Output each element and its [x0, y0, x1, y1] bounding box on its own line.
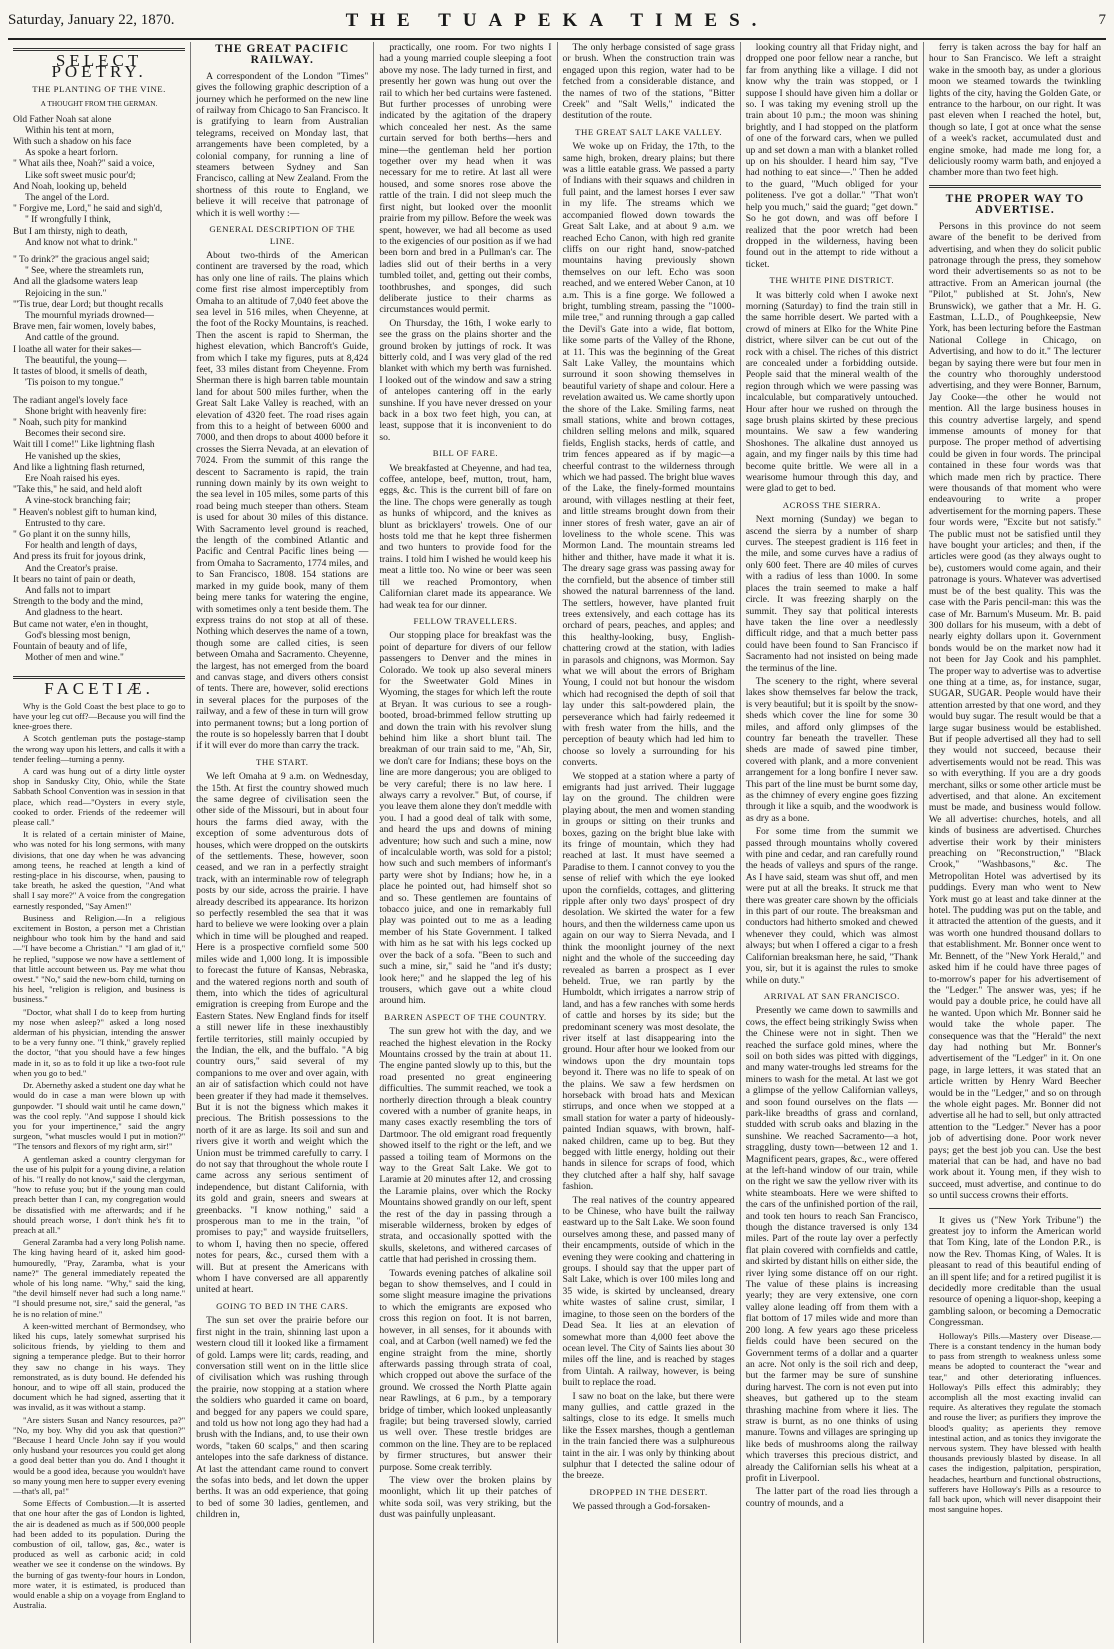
- article-section: [746, 42, 918, 270]
- poem-stanza-2: [13, 255, 185, 395]
- article-intro: [196, 71, 368, 219]
- paragraph: "Doctor, what shall I do to keep from hurting my nose when asleep?" asked a long nosed alderman of his physician, intending the answer to be a very funny one. "I think," gravely replied the doctor, "that you should have a few hinges made in it, so as to fold it up like a two-foot rule when you go to bed.": [13, 1006, 186, 1078]
- paragraph: On Thursday, the 16th, I woke early to see the grass on the plains shorter and the ground broken by juttings of rock. It was bitterly cold, and I was very glad of the red blanket with which my berth was furnished. I looked out of the window and saw a string of antelopes cantering off in the early sunshine. If you have never dressed on your back in a box two feet high, you can, at least, suppose that it is inconvenient to do so.: [379, 317, 552, 443]
- article-section: [563, 1501, 735, 1512]
- paragraph: The sun grew hot with the day, and we reached the highest elevation in the Rocky Mountains crossed by the train at about 11. The engine panted slowly up to this, but the road presented no great engineering difficulties. The summit reached, we took a northerly direction through a bleak country covered with a number of granite heaps, in many cases exactly resembling the tors of Dartmoor. The old emigrant road frequently showed itself to the right or the left, and we passed a toiling team of Mormons on the way to the Great Salt Lake. We got to Laramie at 20 minutes after 12, and crossing the Laramie plains, over which the Rocky Mountains showed grandly on our left, spent the rest of the day in passing through a miserable wilderness, broken by edges of strata, and occasionally spotted with the skulls, skeletons, and withered carcases of cattle that had perished in crossing them.: [379, 1026, 552, 1266]
- poem-line: God's blessing most benign,: [25, 630, 131, 641]
- subhead-general-description: GENERAL DESCRIPTION OF THE LINE.: [209, 224, 356, 246]
- poem-line: " What ails thee, Noah?" said a voice,: [13, 159, 155, 170]
- article-section: [929, 1215, 1101, 1329]
- pacific-railway-heading: THE GREAT PACIFIC RAILWAY.: [215, 43, 350, 67]
- select-poetry-heading: SELECT POETRY.: [13, 48, 185, 78]
- paragraph: Why is the Gold Coast the best place to go to have your leg cut off?—Because you will find the knee-groes there.: [13, 700, 186, 732]
- subhead-fellow-travellers: FELLOW TRAVELLERS.: [413, 615, 518, 626]
- subhead-the-start: THE START.: [256, 756, 309, 767]
- subhead-salt-lake-valley: THE GREAT SALT LAKE VALLEY.: [575, 126, 723, 137]
- poem-line: Old Father Noah sat alone: [13, 114, 112, 125]
- paragraph: The latter part of the road lies through a country of mounds, and a: [745, 1486, 918, 1509]
- paragraph: The scenery to the right, where several lakes show themselves far below the track, is very beautiful; but it is spoilt by the snow-sheds which cover the line for some 30 miles, and afford only glimpses of the country far beneath the traveller. These sheds are made of sawed pine timber, covered with plank, and a more convenient arrangement for a long bonfire I never saw. This part of the line must be burnt some day, as the chimney of every engine goes fizzing through it like a squib, and the woodwork is as dry as a bone.: [745, 675, 918, 824]
- holloway-advert: [929, 1331, 1101, 1515]
- newspaper-title: THE TUAPEKA TIMES.: [345, 10, 769, 31]
- poem-line: Like soft sweet music pour'd;: [25, 170, 136, 181]
- poem-line: And like a lightning flash returned,: [13, 462, 145, 473]
- paragraph: A correspondent of the London "Times" gives the following graphic description of a journey which he performed on the new line of railway from Chicago to San Francisco. It is gratifying to learn from Australian telegrams, received on Monday last, that arrangements have been completed, by a colonial company, for running a line of steamers between Sydney and San Francisco, calling at New Zealand. From the shortness of this route to England, we believe it will receive that patronage of which it is well worthy :—: [196, 70, 369, 219]
- advertise-heading: THE PROPER WAY TO ADVERTISE.: [945, 192, 1085, 217]
- article-section: [563, 141, 735, 1482]
- subhead-dropped-in-desert: DROPPED IN THE DESERT.: [589, 1486, 708, 1497]
- paragraph: General Zaramba had a very long Polish name. The king having heard of it, asked him good-humouredly, "Pray, Zaramba, what is your name?" The general immediately repeated the whole of his long name. "Why," said the king, "the devil himself never had such a long name." "I should presume not, sire," said the general, "as he is no relation of mine.": [13, 1237, 186, 1319]
- paragraph: Some Effects of Combustion.—It is asserted that one hour after the gas of London is lighted, the air is deadened as much as if 500,000 people had been added to its population. During the combustion of oil, tallow, gas, &c., water is produced as well as carbonic acid; in cold weather we see it condense on the windows. By the burning of gas twenty-four hours in London, more water, it is estimated, is produced than would enable a ship on a voyage from England to Australia.: [13, 1498, 186, 1611]
- poem-line: "'Tis true, dear Lord; but thought recalls: [13, 299, 164, 310]
- subhead-going-to-bed: GOING TO BED IN THE CARS.: [216, 1300, 349, 1311]
- poem-line: " Forgive me, Lord," he said and sigh'd,: [13, 204, 163, 215]
- paragraph: A gentleman asked a country clergyman for the use of his pulpit for a young divine, a relation of his. "I really do not know," said the clergyman, "how to refuse you; but if the young man could preach better than I can, my congregation would be dissatisfied with me afterwards; and if he should preach worse, I don't think he's fit to preach at all.": [13, 1153, 186, 1235]
- masthead: [8, 6, 1106, 40]
- poem-stanza-3: [13, 396, 185, 671]
- paragraph: It was bitterly cold when I awoke next morning (Saturday) to find the train still in the same horrible desert. We parted with a crowd of miners at Elko for the White Pine district, where silver can be cut out of the rock with a chisel. The riches of this district are concealed under a forbidding outside. People said that the mineral wealth of the region through which we were passing was incalculable, but comparatively untouched. Hour after hour we rushed on through the sage brush plains skirted by these precious mountains. We saw a few wandering Shoshones. The alkaline dust annoyed us again, and my finger nails by this time had become quite brittle. We were all in a wearisome humour through this day, and were glad to get to bed.: [745, 289, 918, 495]
- poem-line: Entrusted to thy care.: [25, 518, 106, 529]
- poem-line: Brave men, fair women, lovely babes,: [13, 322, 156, 333]
- poem-stanza-1: [13, 115, 185, 255]
- paragraph: Dr. Abernethy asked a student one day what he would do in case a man were blown up with gunpowder. "I should wait until he came down," was the cool reply. "And suppose I should kick you for your impertinence," said the angry surgeon, "what muscles would I put in motion?" "The tensors and flexors of my right arm, sir!": [13, 1080, 186, 1152]
- poem-line: Within his tent at morn,: [25, 125, 114, 136]
- poem-line: He vanished up the skies,: [25, 451, 121, 462]
- poem-line: Strength to the body and the mind,: [13, 597, 143, 608]
- facetiae-body: [13, 701, 185, 1611]
- poem-title: THE PLANTING OF THE VINE.: [32, 83, 166, 94]
- paragraph: We left Omaha at 9 a.m. on Wednesday, the 15th. At first the country showed much the same degree of civilisation seen the other side of the Missouri, but in about four hours the farms died away, with the exception of some adventurous dots of houses, which were dropped on the outskirts of the settlements. These, however, soon ceased, and we ran in a perfectly straight track, with an interminable row of telegraph posts by our side, across the prairie. I have already described its appearance. Its horizon so perfectly resembled the sea that it was hard to believe we were looking over a plain which in time will be ploughed and reaped. Here is a prospective cornfield some 500 miles wide and 1,000 long. It is impossible to forecast the future of Kansas, Nebraska, and the watered regions north and south of them, into which the tides of agricultural emigration is creeping from Europe and the Eastern States. New England finds for itself a still newer life in these inexhaustibly fertile territories, still mainly occupied by the Indian, the elk, and the buffalo. "A big country ours," said several of my companions to me over and over again, with an air of satisfaction which could not have been greater if they had made it themselves. But it is not the bigness which makes it precious. The British possessions to the north of it are as large. Its soil and sun and rivers give it worth and weight which the Union must be trimmed carefully to carry. I do not say that throughout the whole route I came across any serious sentiment of independence, but distant California, with its gold and grain, sneers and swears at greenbacks. "I know nothing," said a prosperous man to me in the train, "of promises to pay;" and wayside fruitsellers, to whom I, having then no specie, offered notes for pears, &c., cursed them with a will. But at present the Americans with whom I have conversed are all apparently united at heart.: [196, 771, 369, 1296]
- poem-line: Becomes their second sire.: [25, 429, 126, 440]
- paragraph: We woke up on Friday, the 17th, to the same high, broken, dreary plains; but there was a little eatable grass. We passed a party of Indians with their squaws and children in full paint, and the lamest horses I ever saw in my life. The streams which we accompanied flowed down towards the Great Salt Lake, and at about 9 a.m. we reached Echo Canon, with high red granite cliffs on our right hand, snow-patched mountains having previously shown themselves on our left. Echo was soon reached, and we entered Weber Canon, at 10 a.m. This is a fine gorge. We followed a bright, tumbling stream, passing the "1000-mile tree," and running through a gap called the Devil's Gate into a wide, flat bottom, like some parts of the Valley of the Rhone, at 11. This was the beginning of the Great Salt Lake Valley, the mountains which surround it soon showing themselves in beautiful variety of shape and colour. Here a revelation awaited us. We came shortly upon the shore of the Lake. Smiling farms, neat small stations, white and brown cottages, children selling melons and milk, squared fields, English stacks, herds of cattle, and trim fences appeared as if by magic—a cheerful contrast to the wilderness through which we had passed. The bright blue waves of the Lake, the finely-formed mountains around, with villages nestling at their feet, and little streams brought down from their inner stores of fresh water, gave an air of loveliness to the whole scene. This was Mormon Land. The mountain streams led hither and thither, have made it what it is. The dreary sage grass was passing away for the cornfield, but the absence of timber still showed the natural barrenness of the land. The settlers, however, have planted fruit trees extensively, and each cottage has its orchard of pears, peaches, and apples; and this healthy-looking, busy, English-chattering crowd at the station, with ladies in parasols and chignons, was Mormon. Say what we will about the errors of Brigham Young, I could not but honour the wisdom which had recognised the depth of soil that lay under this salt-powdered plain, the perseverance which had fairly redeemed it with fresh water from the hills, and the perception of beauty which had led him to choose so lovely a surrounding for his converts.: [562, 141, 735, 769]
- poem-line: And gladness to the heart.: [25, 608, 123, 619]
- poem-line: And the Creator's praise.: [25, 563, 118, 574]
- paragraph: The sun set over the prairie before our first night in the train, shinning last upon a western cloud till it looked like a firmament of gold. Lamps were lit; cards, reading, and conversation still went on in the little slice of civilisation which was rushing through the prairie, now stopping at a station where the soldiers who guarded it came on board, and begged for any papers we could spare, and told us how not long ago they had had a brush with the Indians, and, to use their own words, "taken 60 scalps," and then scaring antelopes into the safe darkness of distance. At last the attendant came round to convert the sofas into beds, and let down the upper berths. It was an odd experience, that going to bed of some 30 ladies, gentlemen, and children in,: [196, 1315, 369, 1521]
- paragraph: A card was hung out of a dirty little oyster shop in Sandusky City, Ohio, while the State Sabbath School Convention was in session in that place, which read—"Oysters in every style, cooked to order. Friends of the redeemer will please call.": [13, 766, 186, 828]
- issue-date: Saturday, January 22, 1870.: [8, 12, 175, 28]
- poem-line: For health and length of days,: [25, 541, 137, 552]
- article-section: [563, 42, 735, 122]
- columns: [8, 42, 1106, 1643]
- paragraph: It is related of a certain minister of Maine, who was noted for his long sermons, with many divisions, that one day when he was advancing among teens, he reached at length a kind of resting-place in his discourse, when, pausing to take breath, he asked the question, "And what shall I say more?" A voice from the congregation earnestly responded, "Say Amen!": [13, 829, 186, 911]
- paragraph: practically, one room. For two nights I had a young married couple sleeping a foot above my nose. The lady turned in first, and presently her gown was hung out over the rail to which her bed curtains were fastened. But further processes of unrobing were indicated by the agitation of the drapery which concealed her nest. As the same curtain served for both berths—hers and mine—the gentleman held her portion together over my head when it was necessary for me to retire. At last all were housed, and some snores rose above the rattle of the train. I did not sleep much the first night, but looked over the moonlit prairie from my pillow. Before the week was spent, however, we had all become as used to the exigencies of our position as if we had been born and bred in a Pullman's car. The ladies slid out of their berths in a very tumbled toilet, and, getting out their combs, toothbrushes, and sponges, did such deliberate justice to their charms as circumstances would permit.: [379, 42, 552, 316]
- paragraph: About two-thirds of the American continent are traversed by the road, which has only one line of rails. The plains which come first rise almost imperceptibly from Omaha to an altitude of 7,040 feet above the sea level in 516 miles, when Cheyenne, at the foot of the Rocky Mountains, is reached. Then the ascent is rapid to Sherman, the highest elevation, which Bancroft's Guide, from which I take my figures, puts at 8,424 feet, 33 miles distant from Cheyenne. From Sherman there is high barren table mountain land for about 500 miles further, when the Great Salt Lake Valley is reached, with an elevation of 4320 feet. The road rises again from this to a height of between 6000 and 7000, and then drops to about 4000 before it crosses the Sierra Nevada, at an elevation of 7024. From the summit of this range the descent to Sacramento is rapid, the train running down mainly by its own weight to the sea level in 105 miles, some parts of this road being much steeper than others. Steam is used for about 30 miles of this distance. With Sacramento level ground is reached, the length of the combined Atlantic and Pacific and Central Pacific lines being —from Omaha to Sacramento, 1774 miles, and to San Francisco, 1808. 154 stations are marked in my guide book, many of them being mere tanks for watering the engine, with sometimes only a tent beside them. The express trains do not stop at all of these. Nothing which deserves the name of a town, though some are called cities, is seen between Omaha and Sacramento. Cheyenne, the largest, has not emerged from the board and canvas stage, and divers others consist of tents. There are, however, solid erections in several places for the purposes of the railway, and a few of these in turn will grow into permanent towns; but a long portion of the route is so hopelessly barren that I doubt if it will ever do more than carry the track.: [196, 249, 369, 752]
- poem-line: " If wrongfully I think,: [25, 215, 111, 226]
- poem-line: Mother of men and wine.": [25, 653, 124, 664]
- poem-line: The mournful myriads drowned—: [25, 311, 154, 322]
- article-section: [196, 771, 368, 1296]
- poem-line: I loathe all water for their sakes—: [13, 344, 142, 355]
- poem-line: And all the gladsome waters leap: [13, 277, 138, 288]
- paragraph: We passed through a God-forsaken-: [572, 1501, 711, 1513]
- paragraph: Holloway's Pills.—Mastery over Disease.—There is a constant tendency in the human body to pass from strength to weakness unless some means be adopted to counteract the "wear and tear," and other deteriorating influences. Holloway's Pills effect this admirably; they accomplish all the most exacting invalid can require. As alteratives they regulate the stomach and rouse the liver; as purifiers they improve the blood's quality; as aperients they remove intestinal action, and as tonics they invigorate the nervous system. They have blessed with health thousands previously blasted by disease. In all cases the indigestion, palpitation, perspiration, headaches, heartburn and functional obstructions, sufferers have Holloway's Pills as a resource to fall back upon, which will never disappoint their most sanguine hopes.: [928, 1330, 1102, 1515]
- page-number: 7: [1098, 12, 1106, 28]
- poem-subtitle: A THOUGHT FROM THE GERMAN.: [40, 99, 158, 109]
- poem-line: The radiant angel's lovely face: [13, 395, 128, 406]
- article-section: [379, 463, 551, 611]
- poem-line: The angel of the Lord.: [25, 193, 110, 204]
- paragraph: looking country all that Friday night, and dropped one poor fellow near a ranche, but far from anything like a village. I did not know why the train was stopped, or I suppose I should have given him a dollar or so. I was taking my evening stroll up the train about 10 p.m.; the moon was shining brightly, and I had stopped on the platform of one of the forward cars, when we pulled up and set down a man with a blanket rolled up on his shoulder. I heard him say, "I've had nothing to eat since—." Then he added to the guard, "Much obliged for your politeness. I've got a dollar." "That won't help you much," said the guard; "get down." So he got down, and was off before I realized that the poor wretch had been dropped in the wilderness, having been found out in the attempt to ride without a ticket.: [745, 42, 918, 270]
- divider: [929, 185, 1101, 188]
- poem-line: The beautiful, the young—: [25, 355, 127, 366]
- paragraph: We stopped at a station where a party of emigrants had just arrived. Their luggage lay on the ground. The children were playing about, the men and women standing in groups or sitting on their trunks and boxes, gazing on the bright blue lake with its fringe of mountain, which they had reached at last. It must have seemed a Paradise to them. I cannot convey to you the sense of relief with which the eye looked upon the cornfields, cottages, and glittering ripple after only two days' prospect of dry desolation. We skirted the water for a few hours, and then the wilderness came upon us again on our way to Sierra Nevada, and I think the moonlight journey of the next night and the whole of the succeeding day revealed as barren a prospect as I ever beheld. True, we ran partly by the Humboldt, which irrigates a narrow strip of land, and has a few ranches with some herds of cattle and horses by its side; but the predominant scenery was most desolate, the river itself at last disappearing into the ground. Hour after hour we looked from our windows upon the dry mountain tops beyond it. There was no life to speak of on the plains. We saw a few herdsmen on horseback with broad hats and Mexican stirrups, and once when we stopped at a small station for water a party of hideously-painted Indian squaws, with brown, half-naked children, came up to beg. But they begged with little energy, holding out their hands in silence for scraps of food, which they clutched after a half shy, half savage fashion.: [562, 770, 735, 1193]
- poem-line: Rejoicing in the sun.": [25, 288, 107, 299]
- poem-line: "Take this," he said, and held aloft: [13, 485, 142, 496]
- poem-line: A vine-stock branching fair;: [25, 496, 131, 507]
- article-section: [929, 42, 1101, 179]
- paragraph: We breakfasted at Cheyenne, and had tea, coffee, antelope, beef, mutton, trout, ham, eggs, &c. This is the current bill of fare on the line. The chops were generally as tough as hunks of whipcord, and the knives as blunt as bricklayers' trowels. One of our hosts told me that he kept three fishermen and two hunters to provide food for the trains. I told him I wished he would keep his meat a little too. No wine or beer was seen till we reached Promontory, when Californian claret made its appearance. We had weak tea for our dinner.: [379, 462, 552, 611]
- paragraph: Presently we came down to sawmills and cows, the effect being strikingly Swiss when the Chinese were not in sight. Then we reached the surface gold mines, where the soil on both sides was pitted with diggings, and many water-troughs led streams for the miners to wash for the metal. At last we got a glimpse of the yellow Californian valleys, and soon found ourselves on the flats — park-like breadths of grass and cornland, studded with scrub oaks and blazing in the sunshine. We reached Sacramento—a hot, straggling, dusty town—between 12 and 1. Magnificent pears, grapes, &c., were offered at the left-hand window of our train, while on the right we saw the yellow river with its white steamboats. Here we were shifted to the cars of the unfinished portion of the rail, and took ten hours to reach San Francisco, though the distance traversed is only 134 miles. Part of the route lay over a perfectly flat plain covered with cornfields and cattle, and skirted by distant hills on either side, the river lying some distance off on our right. The value of these plains is increasing yearly; they are very extensive, one corn valley alone leading off from them with a flat bottom of 17 miles wide and more than 200 long. A few years ago these priceless fields could have been secured on the Government terms of a dollar and a quarter an acre. Not only is the soil rich and deep, but the farmer may be sure of sunshine during harvest. The corn is not even put into sheaves, but gathered up to the steam thrashing machine from where it lies. The straw is burnt, as no one thinks of using manure. Towns and villages are springing up like beds of mushrooms along the railway which traverses this precious district, and already the Californian sells his wheat at a profit in Liverpool.: [745, 1005, 918, 1484]
- subhead-barren-aspect: BARREN ASPECT OF THE COUNTRY.: [384, 1011, 547, 1022]
- poem-line: And Noah, looking up, beheld: [13, 181, 127, 192]
- poem-line: And cattle of the ground.: [25, 333, 119, 344]
- poem-line: " Heaven's noblest gift to human kind,: [13, 507, 157, 518]
- poem-line: It bears no taint of pain or death,: [13, 574, 136, 585]
- poem-line: With such a shadow on his face: [13, 137, 132, 148]
- subhead-across-sierra: ACROSS THE SIERRA.: [782, 499, 881, 510]
- poem-line: 'Tis poison to my tongue.": [25, 378, 124, 389]
- divider: [929, 1208, 1101, 1209]
- paragraph: Our stopping place for breakfast was the point of departure for divers of our fellow passengers to Denver and the mines in Colorado. We took up also several miners for the Sweetwater Gold Mines in Wyoming, the stages for which left the route at Bryan. It was curious to see a rough-booted, broad-brimmed fellow strutting up and down the train with his revolver slung behind him like a short blunt tail. The breakman of our train said to me, "Ah, Sir, we don't care for Indians; these boys on the line are more dangerous; you are obliged to be very careful; there is no law here. I always carry a revolver." But, of course, if you leave them alone they don't meddle with you. I had a good deal of talk with some, and heard the ups and downs of mining adventure; how such and such a mine, now of incalculable worth, was sold for a pistol; how such and such members of informant's party were shot by Indians; how he, in a place he pointed out, had himself shot so and so. These gentlemen are fountains of tobacco juice, and one in remarkably full play was pointed out to me as a leading member of his State Government. I talked with him as he sat with his legs cocked up over the back of a sofa. "Been to such and such a mine, sir," said he "and it's dusty; look here;" and he slapped the leg of his trousers, which gave out a white cloud around him.: [379, 630, 552, 1007]
- paragraph: Persons in this province do not seem aware of the benefit to be derived from advertising, and when they do solicit public patronage through the press, they somehow word their advertisements so as not to be attractive. From an American journal (the "Pilot," published at St. John's, New Brunswick), we gather that a Mr. H. G. Eastman, L.L.D., of Poughkeepsie, New York, has been lecturing before the Eastman National College in Chicago, on Advertising, and how to do it." The lecturer began by saying there were but four men in the country who thoroughly understood advertising, and they were Bonner, Barnum, Jay Cooke—the other he would not mention. All the large business houses in this country advertise largely, and spend immense amounts of money for that purpose. The proper method of advertising could be given in four words. The principal contained in these four words was that which made men rich by practice. There were thousands of that moment who were endeavouring to write a proper advertisement for the morning papers. These four words were, "Excite but not satisfy." The public must not be satisfied until they have bought your articles; and then, if the articles were good (as they always ought to be), customers would come again, and their patronage is yours. Whatever was advertised must be of the best quality. This was the case with the Paris pencil-man: this was the case of Mr. Barnum's Museum. Mr. B. paid 300 dollars for his museum, with a debt of nearly eighty dollars upon it. Government bonds would be on the market now had it not been for Jay Cook and his pamphlet. The proper way to advertise was to advertise one thing at a time, as, for instance, sugar, SUGAR, SUGAR. People would have their attention arrested by that one word, and they would buy sugar. The result would be that a large sugar business would be established. But if people advertised all they had to sell they would not succeed, because their advertisements would not be read. This was so with everything. If you are a dry goods merchant, silks or some other article must be advertised, and that alone. An excitement must be made, and business would follow. We all advertise: churches, hotels, and all kinds of business are advertised. Churches advertise their work by their ministers preaching on "Reconstruction," "Black Crook," "Washbasons," &c. The Metropolitan Hotel was advertised by its puddings. Every man who went to New York must go at least and take dinner at the hotel. The pudding was put on the table, and it attracted the attention of the guests, and it was worth one hundred thousand dollars to that establishment. Mr. Bonner once went to Mr. Bennett, of the "New York Herald," and asked him if he could have three pages of to-morrow's paper for his advertisement of the "Ledger." The answer was, yes; if he would pay a double price, he could have all he wanted. Upon which Mr. Bonner said he would take the whole paper. The consequence was that the "Herald" the next day had nothing but Mr. Bonner's advertisement of the "Ledger" in it. On one page, in large letters, it was stated that an article written by Henry Ward Beecher would be in the "Ledger," and so on through the whole eight pages. Mr. Bonner did not advertise all he had to sell, but only attracted attention to the "Ledger." Never has a poor job of advertising done. Poor work never pays; get the best job you can. Use the best material that can be had, and have no bad work about it. Young men, if they wish to succeed, must advertise, and continue to do so until success crowns their efforts.: [928, 220, 1102, 1202]
- paragraph: I saw no boat on the lake, but there were many gullies, and cattle grazed in the saltings, close to its edge. It smells much like the Essex marshes, though a gentleman in the train fancied there was a sulphureous taint in the air. I was only by thinking about sulphur that I detected the saline odour of the breeze.: [562, 1390, 735, 1482]
- poem-line: " Go plant it on the sunny hills,: [13, 529, 131, 540]
- paragraph: Business and Religion.—In a religious excitement in Boston, a person met a Christian neighbour who took him by the hand and said—"I have become a Christian." "I am glad of it," he replied, "suppose we now have a settlement of that little account between us. Pay me what thou owest." "No," said the new-born child, turning on his heel, "religion is religion, and business is business.": [13, 912, 186, 1005]
- poem-line: Ere Noah raised his eyes.: [25, 473, 121, 484]
- column-3: [374, 42, 557, 1643]
- article-section: [196, 250, 368, 752]
- paragraph: "Are sisters Susan and Nancy resources, pa?" "No, my boy. Why did you ask that question?" "Because I heard Uncle John say if you would only husband your resources you could get along a good deal better than you do. And I thought it would be a good idea, because you wouldn't have so many young men here to supper every evening—that's all, pa!": [13, 1414, 186, 1497]
- article-section: [196, 1315, 368, 1520]
- poem-line: " Noah, such pity for mankind: [13, 417, 127, 428]
- poem-line: " See, where the streamlets run,: [25, 266, 144, 277]
- article-section: [746, 290, 918, 495]
- paragraph: For some time from the summit we passed through mountains wholly covered with pine and cedar, and ran carefully round the heads of valleys and spurs of the range. As I have said, steam was shut off, and men were put at all the breaks. It struck me that there was greater care shown by the officials in this part of our route. The breaksman and conductors had hitherto smoked and chewed whenever they could, which was almost always; but when I offered a cigar to a fresh Californian breaksman here, he said, "Thank you, sir, but it is against the rules to smoke while on duty.": [745, 826, 918, 986]
- column-2: [191, 42, 374, 1643]
- poem-line: As spoke a heart forlorn.: [25, 148, 118, 159]
- paragraph: A keen-witted merchant of Bermondsey, who liked his cups, lately somewhat surprised his solicitous friends, by yielding to them and signing a temperance pledge. But to their horror they saw no change in his ways. They remonstrated, as is duty bound. He defended his honour, and to wipe off all stain, produced the document which he had signed, asserting that it was invalid, as it was without a stamp.: [13, 1320, 186, 1413]
- article-section: [379, 42, 551, 443]
- poem-line: Shone bright with heavenly fire:: [25, 406, 147, 417]
- column-6: [924, 42, 1106, 1643]
- poem-line: And know not what to drink.": [25, 237, 138, 248]
- subhead-white-pine: THE WHITE PINE DISTRICT.: [769, 275, 895, 286]
- article-section: [746, 1005, 918, 1509]
- paragraph: Next morning (Sunday) we began to ascend the sierra by a number of sharp curves. The steepest gradient is 116 feet in the mile, and some curves have a radius of only 600 feet. There are 40 miles of curves with a radius of less than 1000. In some places the train seemed to make a half circle. It was freezing sharply on the summit. They say that political interests have taken the line over a needlessly difficult ridge, and that a much better pass could have been found to San Francisco if Sacramento had not insisted on being made the terminus of the line.: [745, 514, 918, 674]
- poem-line: But I am thirsty, nigh to death,: [13, 226, 128, 237]
- article-section: [929, 221, 1101, 1202]
- paragraph: The only herbage consisted of sage grass or brush. When the construction train was engaged upon this region, water had to be fetched from a considerable distance, and the names of two of the stations, "Bitter Creek" and "Salt Wells," indicated the destitution of the route.: [562, 42, 735, 122]
- subhead-arrival-san-francisco: ARRIVAL AT SAN FRANCISCO.: [763, 990, 900, 1001]
- article-section: [379, 630, 551, 1006]
- poem-line: " To drink?" the gracious angel said;: [13, 255, 150, 266]
- article-section: [379, 1026, 551, 1520]
- poem-line: But came not water, e'en in thought,: [13, 619, 149, 630]
- paragraph: Towards evening patches of alkaline soil began to show themselves, and I could in some slight measure imagine the privations to which the emigrants are exposed who cross this region on foot. It is not barren, however, in all senses, for it abounds with coal, and at Carbon (well named) we fed the engine straight from the mine, shortly afterwards passing through strata of coal, which cropped out above the surface of the ground. We crossed the North Platte again near Rawlings, at 6 p.m., by a temporary bridge of timber, which looked unpleasantly fragile; but being traversed slowly, carried us well over. These trestle bridges are common on the line. They are to be replaced by firmer structures, but answer their purpose. Some creak terribly.: [379, 1267, 552, 1473]
- paragraph: The view over the broken plains by moonlight, which lit up their patches of white soda soil, was very striking, but the dust was painfully unpleasant.: [379, 1474, 552, 1521]
- column-1: [8, 42, 191, 1643]
- paragraph: A Scotch gentleman puts the postage-stamp the wrong way upon his letters, and calls it with a tender feeling—turning a penny.: [13, 733, 186, 764]
- article-section: [746, 514, 918, 986]
- facetiae-heading: FACETIÆ.: [13, 676, 185, 694]
- column-4: [558, 42, 741, 1643]
- subhead-bill-of-fare: BILL OF FARE.: [432, 448, 499, 459]
- poem-line: Wait till I come!" Like lightning flash: [13, 440, 155, 451]
- poem-line: And press its fruit for joyous drink,: [13, 552, 146, 563]
- poem-line: It tastes of blood, it smells of death,: [13, 367, 148, 378]
- paragraph: ferry is taken across the bay for half an hour to San Francisco. We left a straight wake in the smooth bay, as under a glorious moon we steamed towards the twinkling lights of the city, having the Golden Gate, or entrance to the harbour, on our right. It was past eleven when I reached the hotel, but, though so late, I got at once what the sense of a week's racket, accumulated dust and engine smoke, had made me long for, a deliciously roomy warm bath, and enjoyed a chamber more than two feet high.: [928, 42, 1102, 179]
- paragraph: The real natives of the country appeared to be Chinese, who have built the railway eastward up to the Salt Lake. We soon found ourselves among these, and passed many of their encampments, outside of which in the evening they were cooking and chattering in groups. I should say that the upper part of Salt Lake, which is over 100 miles long and 35 wide, is skirted by uncleansed, dreary white wastes of saline crust, similar, I imagine, to those seen on the borders of the Dead Sea. It lies at an elevation of somewhat more than 4,000 feet above the ocean level. The City of Saints lies about 30 miles off the line, and is reached by stages from Uintah. A railway, however, is being built to replace the road.: [562, 1194, 735, 1389]
- column-5: [741, 42, 924, 1643]
- paragraph: It gives us ("New York Tribune") the greatest joy to inform the American world that Tom King, late of the London P.R., is now the Rev. Thomas King, of Wales. It is pleasant to read of this beautiful ending of an ill spent life; and for a retired pugilist it is decidedly more creditable than the usual resource of opening a liquor-shop, keeping a gambling saloon, or becoming a Democratic Congressman.: [928, 1214, 1102, 1329]
- poem-line: And falls not to impart: [25, 585, 111, 596]
- poem-line: Fountain of beauty and of life,: [13, 641, 128, 652]
